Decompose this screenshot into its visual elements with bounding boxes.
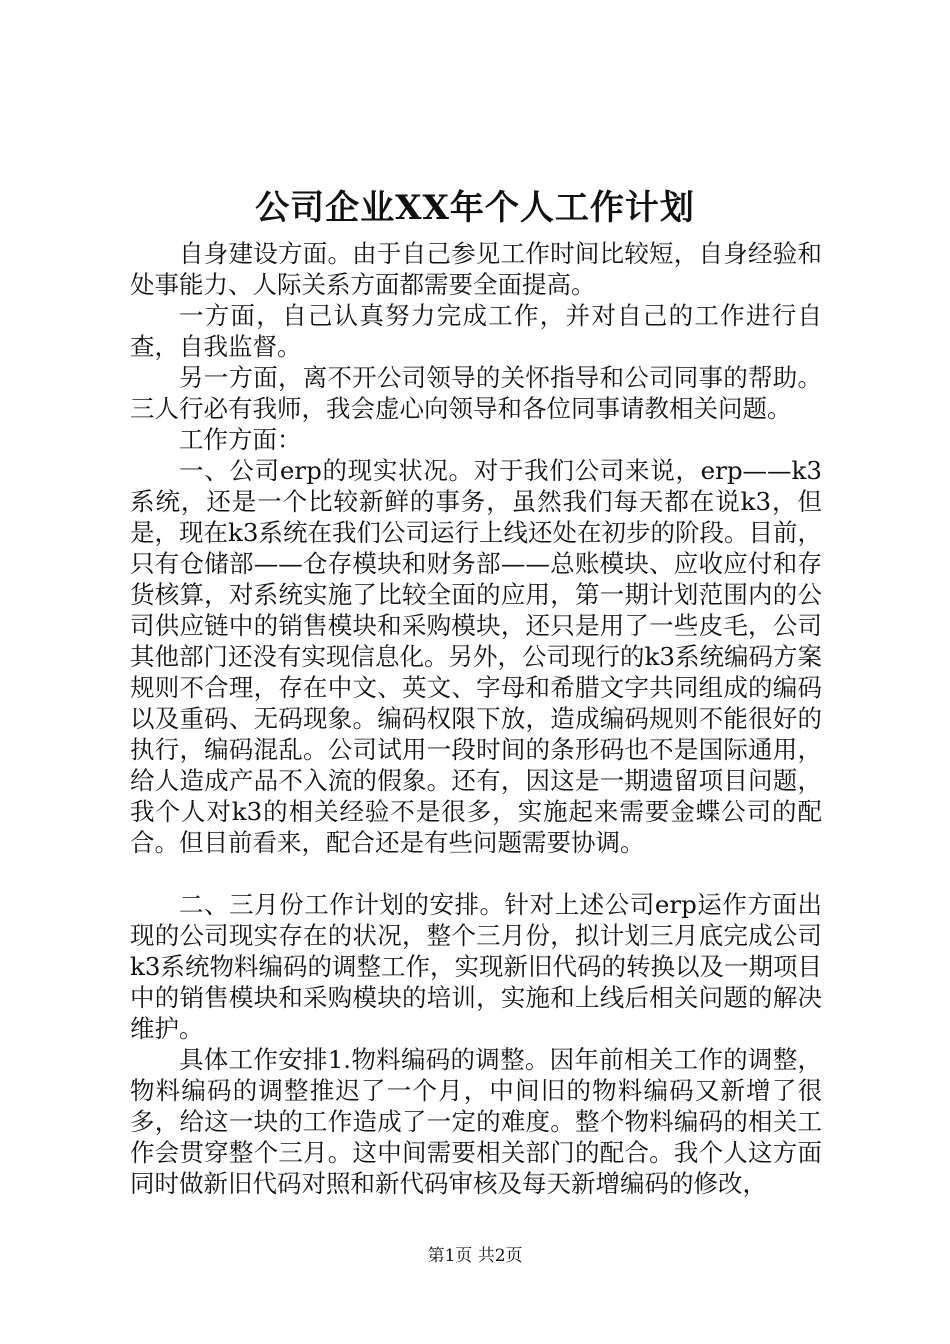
paragraph-march-plan: 二、三月份工作计划的安排。针对上述公司erp运作方面出现的公司现实存在的状况，整个三月份，拟计划三月底完成公司k3系统物料编码的调整工作，实现新旧代码的转换以及一期项目中的销售模块和采购模块的培训，实施和上线后相关问题的解决维护。 [130, 890, 822, 1043]
paragraph-work-heading: 工作方面： [179, 425, 302, 454]
document-title: 公司企业XX年个人工作计划 [255, 188, 695, 228]
paragraph-material-coding: 具体工作安排1.物料编码的调整。因年前相关工作的调整，物料编码的调整推迟了一个月，中间旧的物料编码又新增了很多，给这一块的工作造成了一定的难度。整个物料编码的相关工作会贯穿整个三月。这中间需要相关部门的配合。我个人这方面同时做新旧代码对照和新代码审核及每天新增编码的修改， [130, 1045, 822, 1198]
paragraph-self-check: 一方面，自己认真努力完成工作，并对自己的工作进行自查，自我监督。 [130, 301, 822, 361]
paragraph-erp-status: 一、公司erp的现实状况。对于我们公司来说，erp——k3系统，还是一个比较新鲜的事务，虽然我们每天都在说k3，但是，现在k3系统在我们公司运行上线还处在初步的阶段。目前，只有仓储部——仓存模块和财务部——总账模块、应收应付和存货核算，对系统实施了比较全面的应用，第一期计划范围内的公司供应链中的销售模块和采购模块，还只是用了一些皮毛，公司其他部门还没有实现信息化。另外，公司现行的k3系统编码方案规则不合理，存在中文、英文、字母和希腊文字共同组成的编码以及重码、无码现象。编码权限下放，造成编码规则不能很好的执行，编码混乱。公司试用一段时间的条形码也不是国际通用，给人造成产品不入流的假象。还有，因这是一期遗留项目问题，我个人对k3的相关经验不是很多，实施起来需要金蝶公司的配合。但目前看来，配合还是有些问题需要协调。 [130, 456, 822, 857]
page-number: 第1页 共2页 [427, 1246, 523, 1266]
paragraph-learn-from-others: 另一方面，离不开公司领导的关怀指导和公司同事的帮助。三人行必有我师，我会虚心向领导和各位同事请教相关问题。 [130, 363, 822, 423]
paragraph-self-development: 自身建设方面。由于自己参见工作时间比较短，自身经验和处事能力、人际关系方面都需要全面提高。 [130, 239, 822, 299]
document-body [130, 238, 822, 1199]
